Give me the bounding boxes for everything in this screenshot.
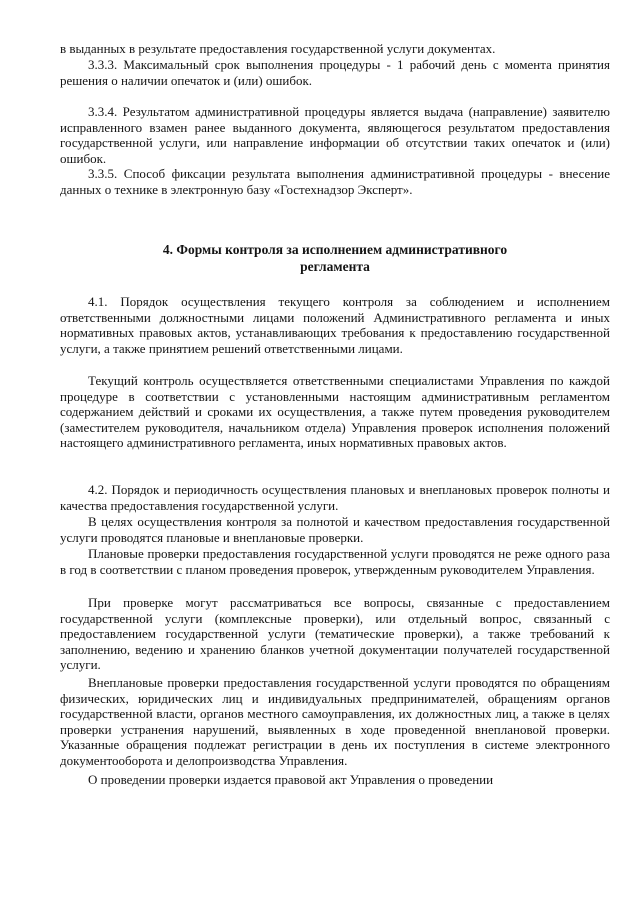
paragraph-unplanned-checks: Внеплановые проверки предоставления государственной услуги проводятся по обращениям физических, юридических лиц и индивидуальных предпринимателей, обращениям органов государственной власти, органов местного самоуправления, их должностных лиц, а также в целях проверки устранения нарушений, выявленных в ходе проведенной внеплановой проверки. Указанные обращения подлежат регистрации в день их поступления в системе электронного документооборота и делопроизводства Управления. [60,675,610,768]
paragraph-4-2: 4.2. Порядок и периодичность осуществления плановых и внеплановых проверок полноты и качества предоставления государственной услуги. [60,482,610,513]
paragraph-check-order: О проведении проверки издается правовой акт Управления о проведении [88,772,494,787]
paragraph-check-scope: При проверке могут рассматриваться все вопросы, связанные с предоставлением государственной услуги (комплексные проверки), или отдельный вопрос, связанный с предоставлением государственной услуги (тематические проверки), а также требований к заполнению, ведению и хранению бланков учетной документации получателей государственной услуги. [60,595,610,673]
paragraph-planned-checks: Плановые проверки предоставления государственной услуги проводятся не реже одного раза в год в соответствии с планом проведения проверок, утвержденным руководителем Управления. [60,546,610,577]
paragraph-3-3-5: 3.3.5. Способ фиксации результата выполнения административной процедуры - внесение данных о технике в электронную базу «Гостехнадзор Эксперт». [60,166,610,197]
paragraph-continuation: в выданных в результате предоставления государственной услуги документах. [60,41,496,56]
section-heading [110,241,560,275]
section-heading-line-2: регламента [300,259,370,274]
section-heading-line-1: 4. Формы контроля за исполнением административного [162,242,508,257]
paragraph-4-1: 4.1. Порядок осуществления текущего контроля за соблюдением и исполнением ответственными должностными лицами положений Административного регламента и иных нормативных правовых актов, устанавливающих требования к предоставлению государственной услуги, а также принятием решений ответственными лицами. [60,294,610,356]
paragraph-current-control: Текущий контроль осуществляется ответственными специалистами Управления по каждой процедуре в соответствии с установленными настоящим административным регламентом содержанием действий и сроками их осуществления, а также путем проведения руководителем (заместителем руководителя, начальником отдела) Управления проверок исполнения положений настоящего административного регламента, иных нормативных правовых актов. [60,373,610,451]
paragraph-3-3-3: 3.3.3. Максимальный срок выполнения процедуры - 1 рабочий день с момента принятия решения о наличии опечаток и (или) ошибок. [60,57,610,88]
paragraph-3-3-4: 3.3.4. Результатом административной процедуры является выдача (направление) заявителю исправленного взамен ранее выданного документа, являющегося результатом предоставления государственной услуги, или направление информации об отсутствии таких опечаток и (или) ошибок. [60,104,610,166]
paragraph-control-purpose: В целях осуществления контроля за полнотой и качеством предоставления государственной услуги проводятся плановые и внеплановые проверки. [60,514,610,545]
